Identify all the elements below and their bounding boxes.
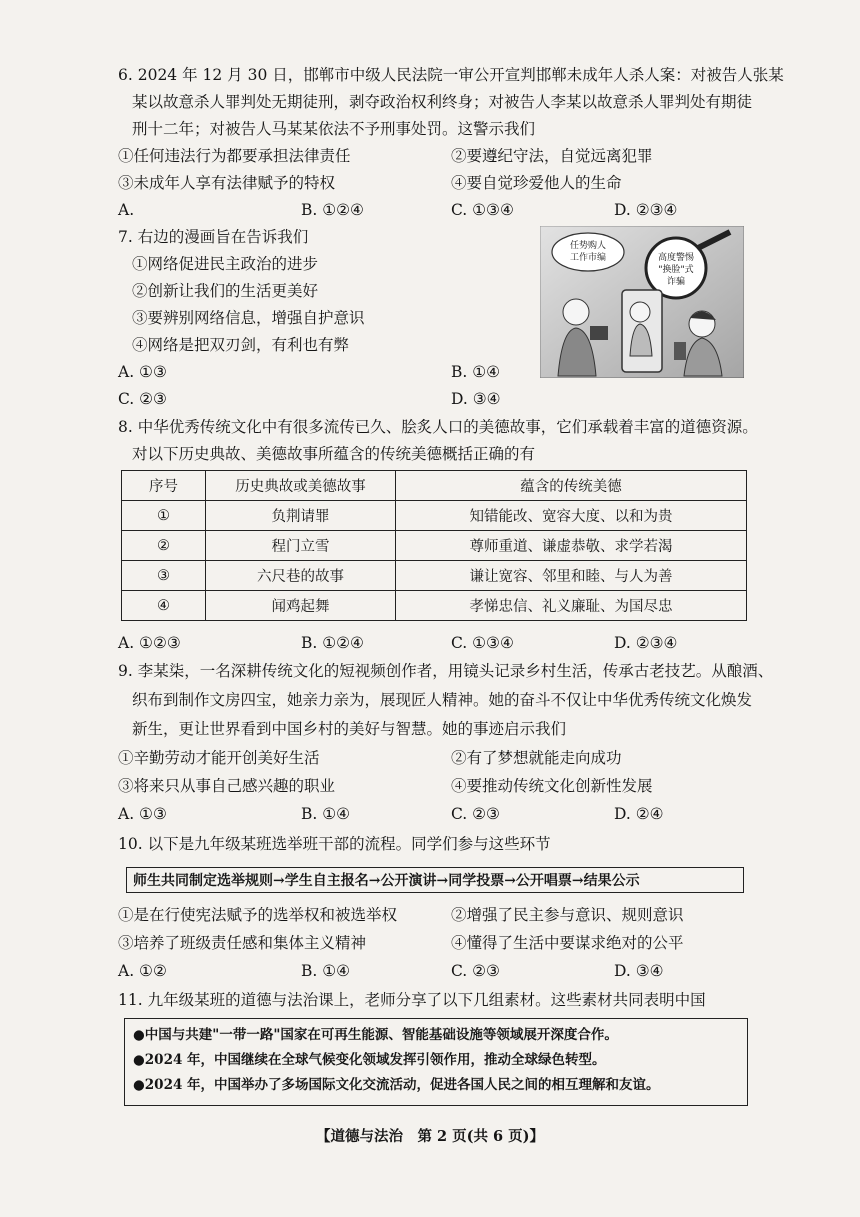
question-10-stem: [118, 831, 748, 858]
q9-option-a[interactable]: A. ①③: [118, 805, 167, 823]
table-cell: 程门立雪: [206, 531, 396, 561]
q8-option-d[interactable]: D. ②③④: [614, 634, 678, 652]
question-9-items-row1: [118, 745, 748, 772]
table-cell: 孝悌忠信、礼义廉耻、为国尽忠: [396, 591, 747, 621]
svg-text:任势购人: 任势购人: [569, 241, 607, 251]
q6-item-2: ②要遵纪守法，自觉远离犯罪: [451, 147, 653, 165]
q11-material-3: ●2024 年，中国举办了多场国际文化交流活动，促进各国人民之间的相互理解和友谊。: [133, 1077, 660, 1093]
table-cell: 闻鸡起舞: [206, 591, 396, 621]
table-row: [122, 531, 747, 561]
q7-item-2: [118, 278, 538, 305]
q11-stem-text: 11. 九年级某班的道德与法治课上，老师分享了以下几组素材。这些素材共同表明中国: [118, 991, 706, 1009]
svg-text:诈骗: 诈骗: [666, 277, 686, 287]
q9-item-4: ④要推动传统文化创新性发展: [451, 777, 653, 795]
table-row: [122, 591, 747, 621]
table-row: [122, 501, 747, 531]
q6-option-c[interactable]: C. ①③④: [451, 201, 514, 219]
table-cell: 知错能改、宽容大度、以和为贵: [396, 501, 747, 531]
q10-stem-text: 10. 以下是九年级某班选举班干部的流程。同学们参与这些环节: [118, 835, 551, 853]
q10-option-a[interactable]: A. ①②: [118, 962, 167, 980]
q9-line-2: 织布到制作文房四宝，她亲力亲为，展现匠人精神。她的奋斗不仅让中华优秀传统文化焕发: [132, 691, 753, 709]
q9-item-3: ③将来只从事自己感兴趣的职业: [118, 777, 336, 795]
q7-cartoon-image: [540, 226, 744, 378]
q8-line-2: 对以下历史典故、美德故事所蕴含的传统美德概括正确的有: [132, 445, 536, 463]
question-8-stem: [118, 414, 758, 468]
q6-option-d[interactable]: D. ②③④: [614, 201, 678, 219]
q10-flow-box: 师生共同制定选举规则→学生自主报名→公开演讲→同学投票→公开唱票→结果公示: [126, 867, 744, 893]
q9-item-1: ①辛勤劳动才能开创美好生活: [118, 749, 320, 767]
q7-item-2-text: ②创新让我们的生活更美好: [132, 282, 319, 300]
question-6-items-row1: [118, 143, 748, 170]
table-cell: 尊师重道、谦虚恭敬、求学若渴: [396, 531, 747, 561]
q10-item-2: ②增强了民主参与意识、规则意识: [451, 906, 684, 924]
q6-line-1: 6. 2024 年 12 月 30 日，邯郸市中级人民法院一审公开宣判邯郸未成年人杀人案：对被告人张某: [118, 66, 784, 84]
question-8-options: [118, 630, 748, 657]
header-story: 历史典故或美德故事: [206, 471, 396, 501]
question-10-items-row1: [118, 902, 748, 929]
q8-table-header: [122, 471, 747, 501]
q6-option-b[interactable]: B. ①②④: [301, 201, 364, 219]
q7-item-3-text: ③要辨别网络信息，增强自护意识: [132, 309, 365, 327]
q7-option-c[interactable]: C. ②③: [118, 390, 167, 408]
question-10-items-row2: [118, 930, 748, 957]
q7-stem-text: 7. 右边的漫画旨在告诉我们: [118, 228, 309, 246]
q8-option-b[interactable]: B. ①②④: [301, 634, 364, 652]
q10-item-3: ③培养了班级责任感和集体主义精神: [118, 934, 367, 952]
q9-option-c[interactable]: C. ②③: [451, 805, 500, 823]
table-row: [122, 561, 747, 591]
q6-item-4: ④要自觉珍爱他人的生命: [451, 174, 622, 192]
q6-item-3: ③未成年人享有法律赋予的特权: [118, 174, 336, 192]
question-10-options: [118, 958, 748, 985]
q7-options-row1: [118, 359, 538, 386]
table-cell: ①: [122, 501, 206, 531]
q6-line-3: 刑十二年；对被告人马某某依法不予刑事处罚。这警示我们: [132, 120, 536, 138]
q7-item-3: [118, 305, 538, 332]
header-index: 序号: [122, 471, 206, 501]
header-virtue: 蕴含的传统美德: [396, 471, 747, 501]
q8-option-a[interactable]: A. ①②③: [118, 634, 181, 652]
svg-text:高度警惕: 高度警惕: [657, 253, 695, 263]
table-cell: ④: [122, 591, 206, 621]
q7-option-d[interactable]: D. ③④: [451, 390, 501, 408]
q7-options-row2: [118, 386, 538, 413]
q9-option-d[interactable]: D. ②④: [614, 805, 664, 823]
question-6-options: [118, 197, 748, 224]
q7-item-4: [118, 332, 538, 359]
q9-line-1: 9. 李某柒，一名深耕传统文化的短视频创作者，用镜头记录乡村生活，传承古老技艺。从酿酒、: [118, 662, 774, 680]
table-cell: ②: [122, 531, 206, 561]
q10-item-1: ①是在行使宪法赋予的选举权和被选举权: [118, 906, 398, 924]
question-9-options: [118, 801, 748, 828]
q7-item-1-text: ①网络促进民主政治的进步: [132, 255, 319, 273]
table-cell: 负荆请罪: [206, 501, 396, 531]
table-cell: 六尺巷的故事: [206, 561, 396, 591]
q10-option-b[interactable]: B. ①④: [301, 962, 351, 980]
q8-option-c[interactable]: C. ①③④: [451, 634, 514, 652]
q7-option-b[interactable]: B. ①④: [451, 363, 501, 381]
svg-text:"换脸"式: "换脸"式: [658, 265, 694, 275]
q8-line-1: 8. 中华优秀传统文化中有很多流传已久、脍炙人口的美德故事，它们承载着丰富的道德资源。: [118, 418, 758, 436]
q9-option-b[interactable]: B. ①④: [301, 805, 351, 823]
page-footer: 【道德与法治 第 2 页(共 6 页)】: [315, 1128, 545, 1145]
q10-item-4: ④懂得了生活中要谋求绝对的公平: [451, 934, 684, 952]
q11-material-2: ●2024 年，中国继续在全球气候变化领域发挥引领作用，推动全球绿色转型。: [133, 1052, 606, 1068]
question-11-stem: [118, 987, 748, 1014]
q10-option-c[interactable]: C. ②③: [451, 962, 500, 980]
q7-item-4-text: ④网络是把双刃剑，有利也有弊: [132, 336, 350, 354]
q7-item-1: [118, 251, 538, 278]
table-cell: 谦让宽容、邻里和睦、与人为善: [396, 561, 747, 591]
table-cell: ③: [122, 561, 206, 591]
svg-text:工作市编: 工作市编: [569, 253, 607, 263]
question-6-stem: [118, 62, 784, 143]
question-6-items-row2: [118, 170, 748, 197]
q6-item-1: ①任何违法行为都要承担法律责任: [118, 147, 351, 165]
q6-line-2: 某以故意杀人罪判处无期徒刑，剥夺政治权利终身；对被告人李某以故意杀人罪判处有期徒: [132, 93, 753, 111]
question-9-stem: [118, 657, 774, 744]
q9-item-2: ②有了梦想就能走向成功: [451, 749, 622, 767]
q9-line-3: 新生，更让世界看到中国乡村的美好与智慧。她的事迹启示我们: [132, 720, 567, 738]
q10-option-d[interactable]: D. ③④: [614, 962, 664, 980]
q6-option-a[interactable]: A.: [118, 201, 135, 219]
question-9-items-row2: [118, 773, 748, 800]
q8-table: [121, 470, 747, 621]
q11-materials-box: [124, 1018, 748, 1106]
q11-material-1: ●中国与共建"一带一路"国家在可再生能源、智能基础设施等领域展开深度合作。: [133, 1027, 618, 1043]
q7-option-a[interactable]: A. ①③: [118, 363, 167, 381]
